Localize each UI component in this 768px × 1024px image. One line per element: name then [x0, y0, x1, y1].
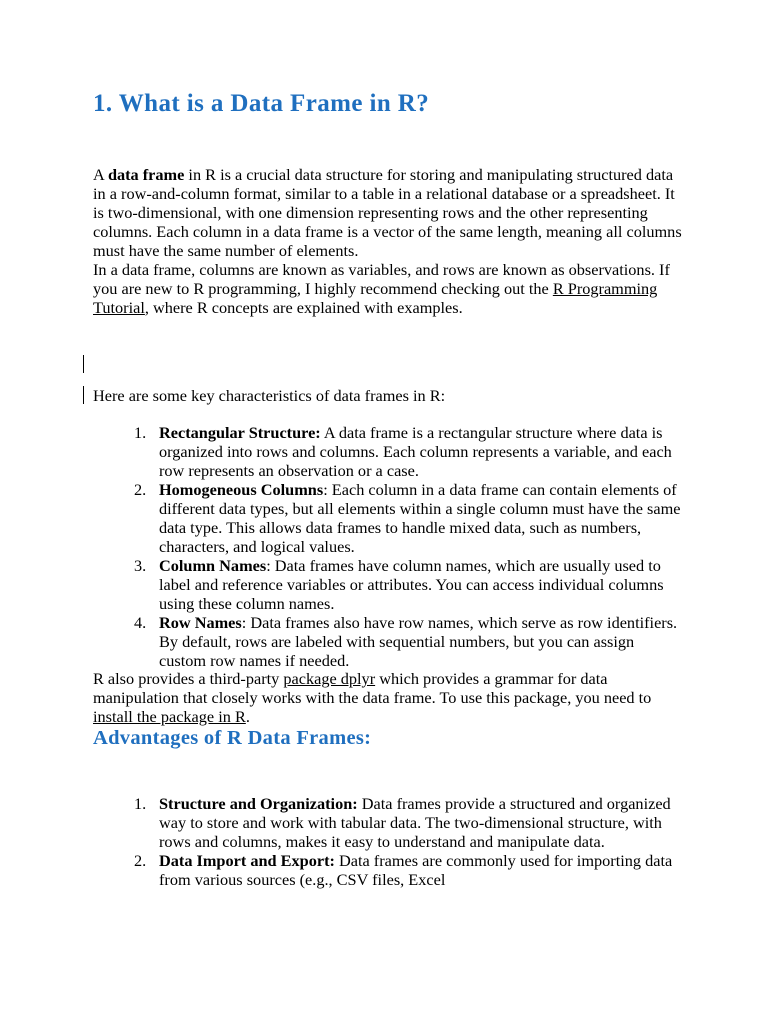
intro-paragraph-1 [93, 165, 683, 260]
list-number: 2. [134, 851, 147, 870]
dplyr-text-mid: which provides a grammar for data manipulation that closely works with the data frame. To use this package, you need to [93, 669, 652, 707]
dplyr-text-end: . [245, 707, 250, 726]
intro-text-rest: in R is a crucial data structure for storing and manipulating structured data in a row-and-column format, similar to a table in a relational database or a spreadsheet. It is two-dimensional, with one dimension representing rows and the other representing columns. Each column in a data frame is a vector of the same length, meaning all columns must have the same number of elements. [93, 165, 682, 260]
list-item [93, 423, 683, 480]
list-number: 1. [134, 423, 147, 442]
list-text: Data frames provide a structured and organized way to store and work with tabular data. The two-dimensional structure, with rows and columns, makes it easy to understand and manipulate data. [159, 794, 671, 851]
list-item [93, 851, 683, 889]
characteristics-list [93, 423, 683, 670]
key-characteristics-intro: Here are some key characteristics of data frames in R: [93, 386, 446, 405]
intro-text-start: A [93, 165, 108, 184]
list-number: 3. [134, 556, 147, 575]
list-text: A data frame is a rectangular structure where data is organized into rows and columns. Each column represents a variable, and each row represents an observation or a case. [159, 423, 672, 480]
r-programming-tutorial-link[interactable]: R Programming Tutorial [93, 279, 658, 317]
dplyr-text-start: R also provides a third-party [93, 669, 284, 688]
dplyr-paragraph [93, 669, 683, 726]
list-term: Data Import and Export: [159, 851, 335, 870]
advantages-heading: Advantages of R Data Frames: [93, 727, 372, 749]
list-number: 2. [134, 480, 147, 499]
list-item [93, 613, 683, 670]
list-item [93, 556, 683, 613]
list-term: Homogeneous Columns [159, 480, 324, 499]
advantages-list [93, 794, 683, 889]
install-package-link[interactable]: install the package in R [93, 707, 246, 726]
list-item [93, 480, 683, 556]
list-number: 1. [134, 794, 147, 813]
list-text: : Each column in a data frame can contain elements of different data types, but all elements within a single column must have the same data type. This allows data frames to handle mixed data, such as numbers, characters, and logical values. [159, 480, 681, 556]
list-term: Row Names [159, 613, 242, 632]
text-cursor-2 [83, 386, 84, 404]
intro-paragraph-2 [93, 260, 683, 317]
list-number: 4. [134, 613, 147, 632]
list-term: Structure and Organization: [159, 794, 358, 813]
intro-section [93, 165, 683, 317]
intro2-text-start: In a data frame, columns are known as variables, and rows are known as observations. If you are new to R programming, I highly recommend checking out the [93, 260, 670, 298]
intro2-text-rest: , where R concepts are explained with examples. [144, 298, 463, 317]
package-dplyr-link[interactable]: package dplyr [283, 669, 376, 688]
text-cursor [83, 355, 84, 373]
list-term: Column Names [159, 556, 267, 575]
list-item [93, 794, 683, 851]
list-text: : Data frames have column names, which are usually used to label and reference variables or attributes. You can access individual columns using these column names. [159, 556, 664, 613]
list-term: Rectangular Structure: [159, 423, 321, 442]
page-title: 1. What is a Data Frame in R? [93, 90, 430, 117]
intro-bold-term: data frame [107, 165, 185, 184]
list-text: Data frames are commonly used for importing data from various sources (e.g., CSV files, Excel [159, 851, 673, 889]
list-text: : Data frames also have row names, which serve as row identifiers. By default, rows are labeled with sequential numbers, but you can assign custom row names if needed. [159, 613, 678, 670]
